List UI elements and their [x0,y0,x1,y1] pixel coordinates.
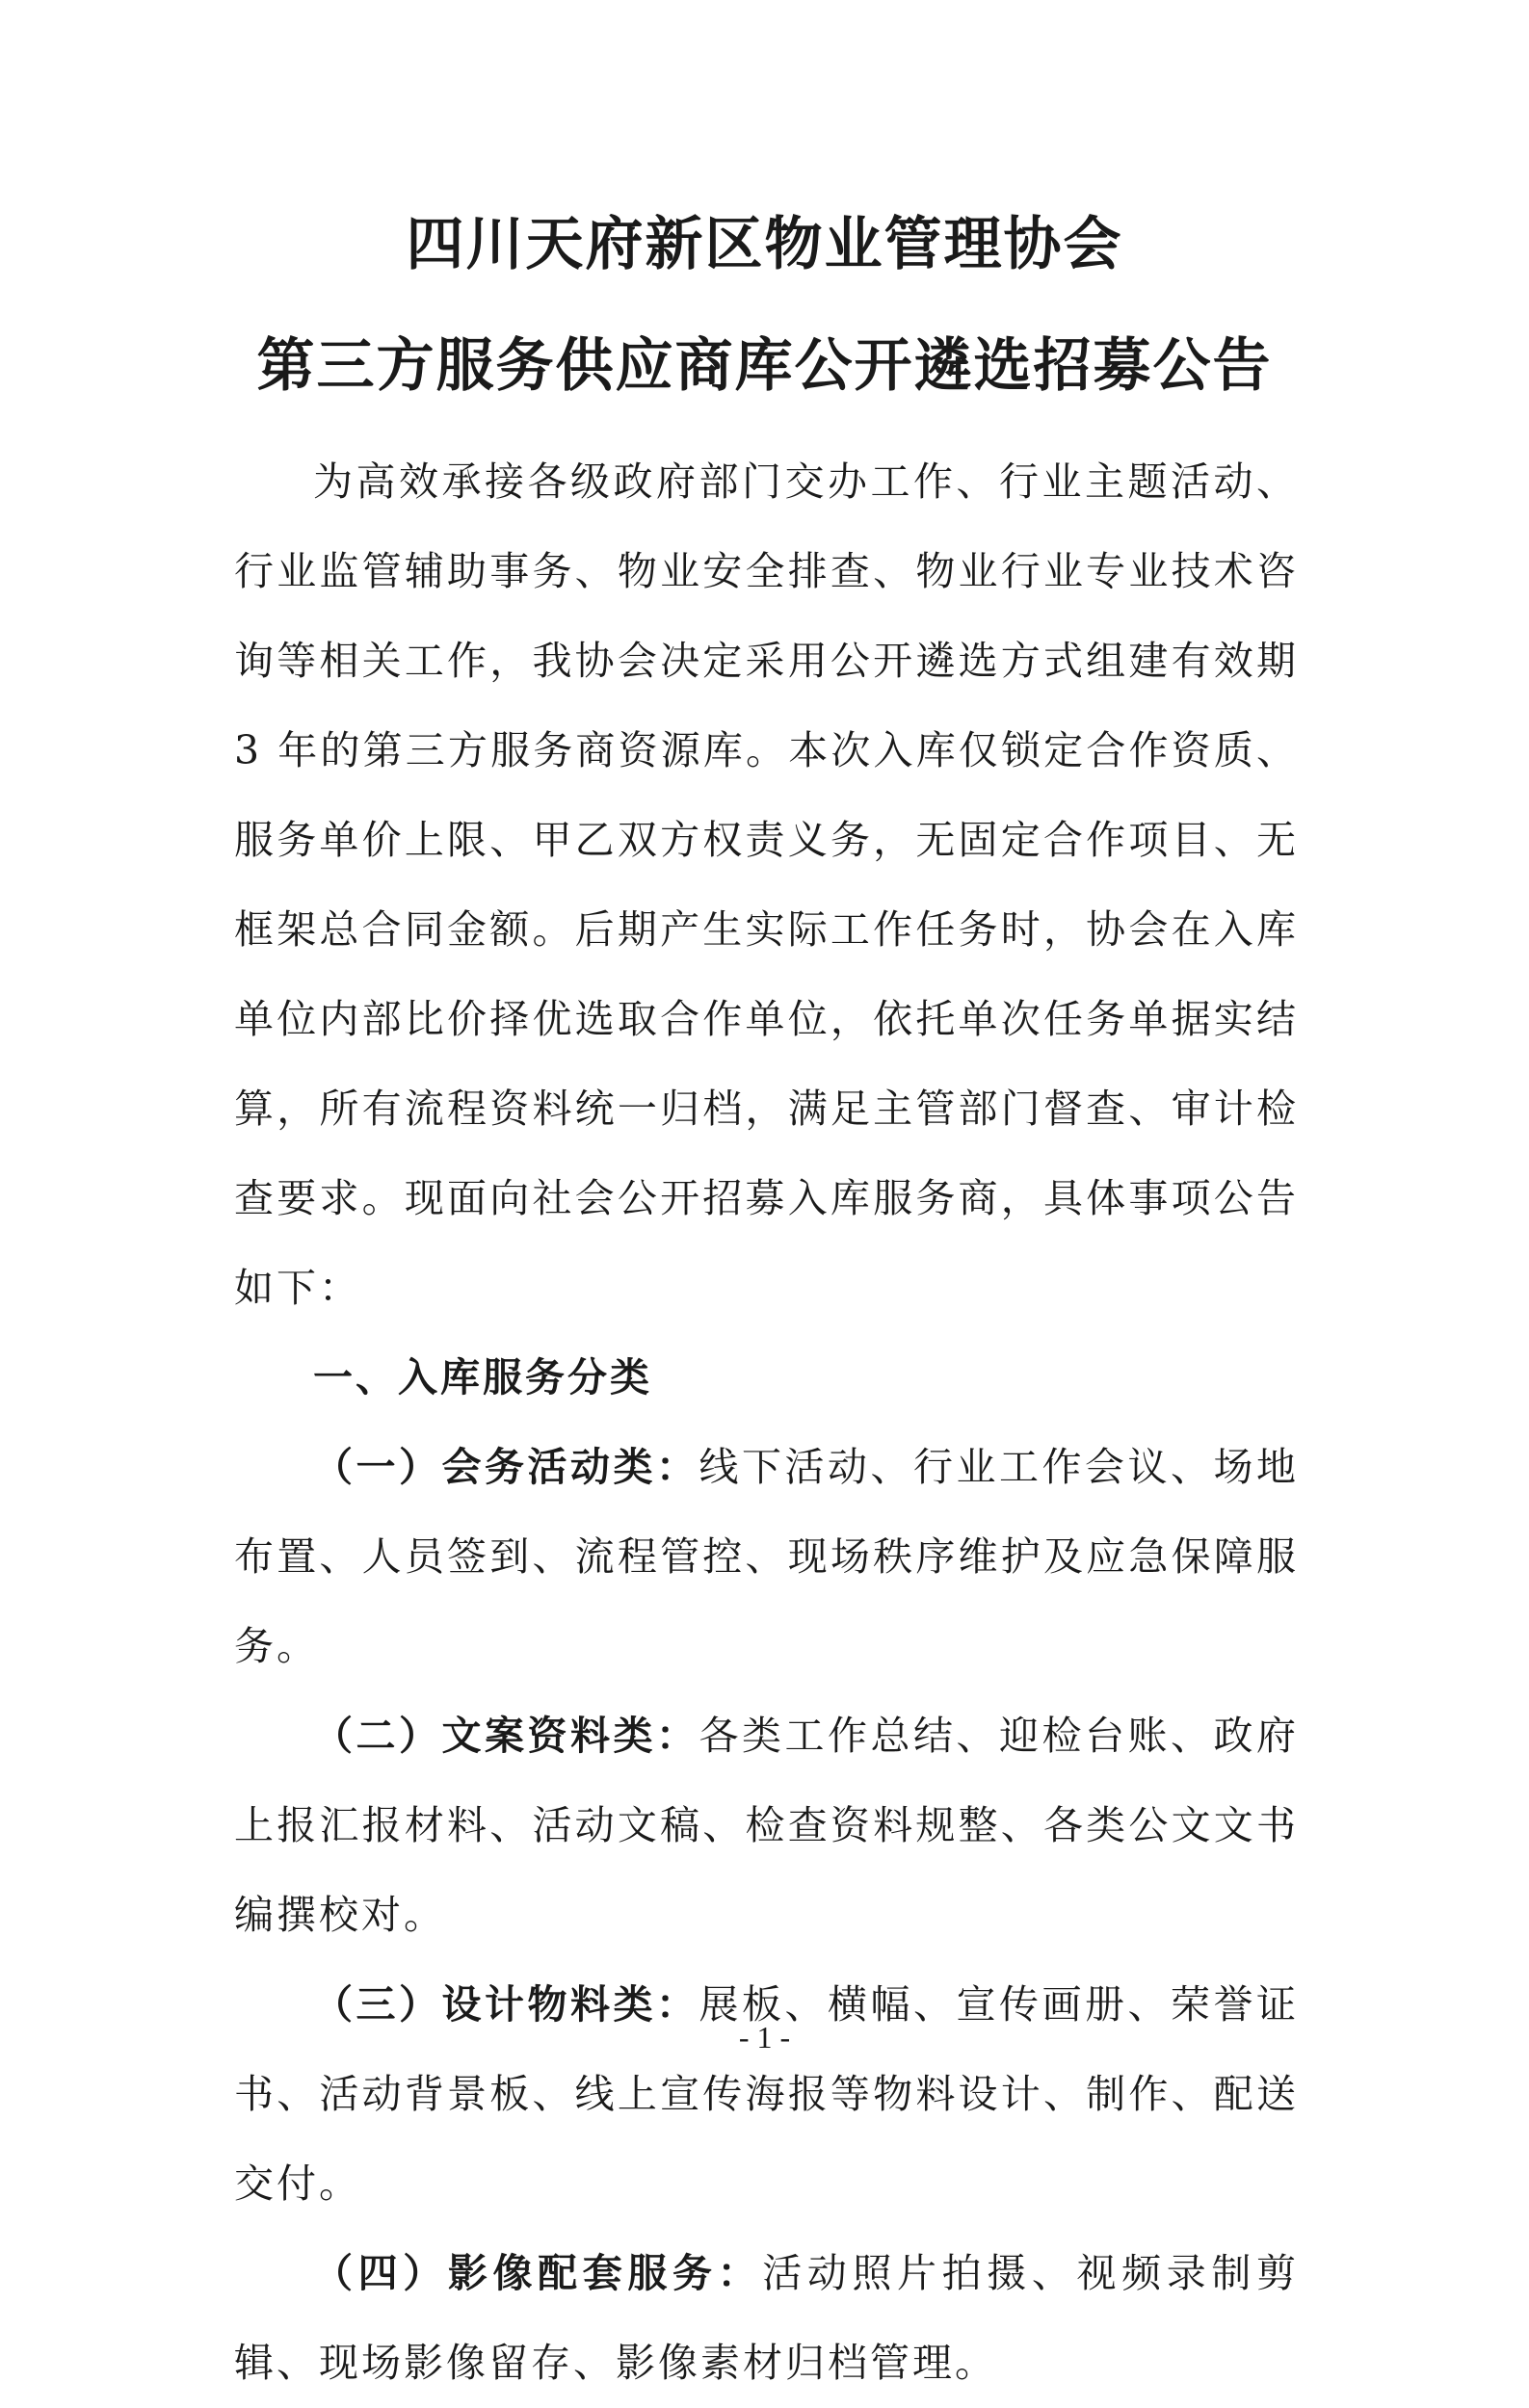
service-item [234,1423,1299,1691]
intro-paragraph: 为高效承接各级政府部门交办工作、行业主题活动、行业监管辅助事务、物业安全排查、物业行业专业技术咨询等相关工作，我协会决定采用公开遴选方式组建有效期 3 年的第三方服务商资源库。本次入库仅锁定合作资质、服务单价上限、甲乙双方权责义务，无固定合作项目、无框架总合同金额。后期产生实际工作任务时，协会在入库单位内部比价择优选取合作单位，依托单次任务单据实结算，所有流程资料统一归档，满足主管部门督查、审计检查要求。现面向社会公开招募入库服务商，具体事项公告如下： [234,458,1299,1311]
page-number: - 1 - [738,2020,791,2055]
service-item-text: 线下活动、行业工作会议、场地布置、人员签到、流程管控、现场秩序维护及应急保障服务。 [234,1444,1299,1669]
document-title-line2: 第三方服务供应商库公开遴选招募公告 [256,332,1273,400]
service-item-text: 活动照片拍摄、视频录制剪辑、现场影像留存、影像素材归档管理。 [234,2250,1300,2386]
service-item-label: （一）会务活动类： [313,1444,699,1490]
service-item-label: （四）影像配套服务： [313,2250,763,2296]
service-item-text: 展板、横幅、宣传画册、荣誉证书、活动背景板、线上宣传海报等物料设计、制作、配送交付。 [234,1981,1299,2207]
section-heading: 一、入库服务分类 [313,1354,652,1400]
service-item-text: 各类工作总结、迎检台账、政府上报汇报材料、活动文稿、检查资料规整、各类公文文书编撰校对。 [234,1713,1299,1938]
service-item-label: （三）设计物料类： [313,1981,699,2028]
service-item [234,1960,1299,2229]
document-title-line1: 四川天府新区物业管理协会 [406,211,1123,278]
service-item [234,2229,1299,2408]
document-body [234,437,1299,2408]
service-item-label: （二）文案资料类： [313,1713,699,1759]
service-item [234,1691,1299,1960]
